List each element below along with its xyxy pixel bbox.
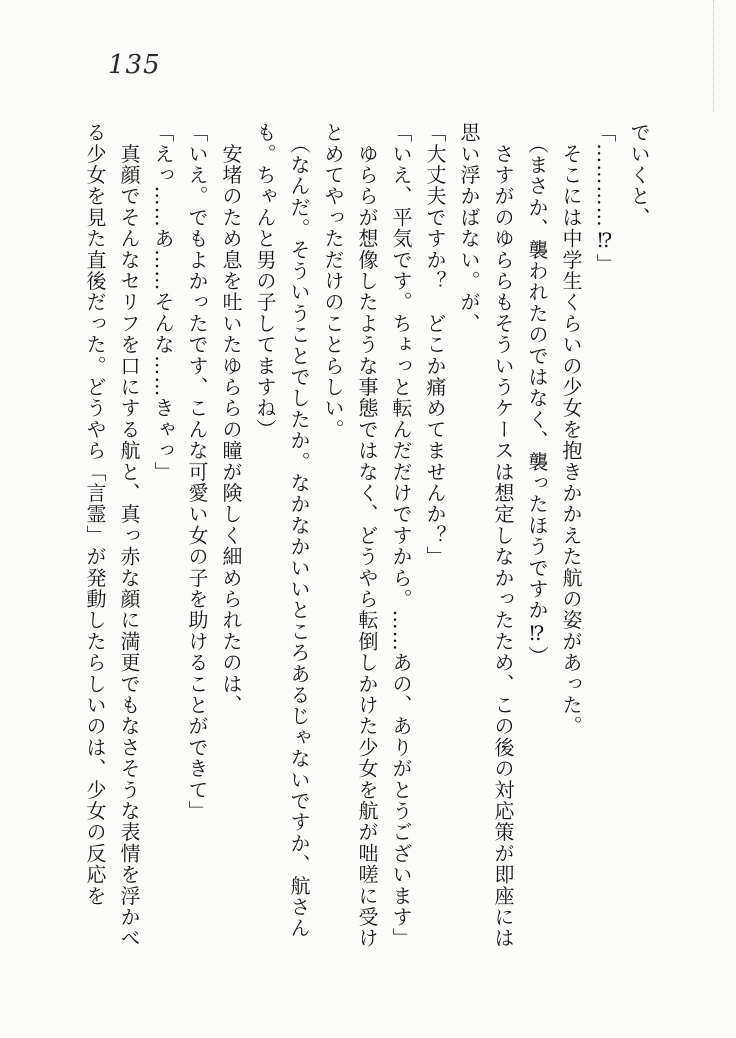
paragraph-13: 真顔でそんなセリフを口にする航と、真っ赤な顔に満更でもなさそうな表情を浮かべる少女を見た直後だった。どうやら「言霊」が発動したらしいのは、少女の反応を xyxy=(83,122,141,949)
paragraph-4: （まさか、襲われたのではなく、襲ったほうですか⁉） xyxy=(525,122,549,668)
paragraph-7: 「いえ、平気です。ちょっと転んだだけですから。……あの、ありがとうございます」 xyxy=(389,122,413,949)
page-number: 135 xyxy=(108,50,161,80)
paragraph-1: でいくと、 xyxy=(627,122,651,228)
paragraph-3: そこには中学生くらいの少女を抱きかかえた航の姿があった。 xyxy=(559,122,583,737)
vertical-text-block xyxy=(78,122,656,950)
paragraph-11: 「いえ。でもよかったです、こんな可愛い女の子を助けることができて」 xyxy=(185,122,209,822)
paragraph-2: 「…………⁉」 xyxy=(593,122,617,275)
paragraph-10: 安堵のため息を吐いたゆららの瞳が険しく細められたのは、 xyxy=(219,122,243,716)
paragraph-5: さすがのゆららもそういうケースは想定しなかったため、この後の対応策が即座には思い浮かばない。が、 xyxy=(457,122,515,949)
paragraph-9: （なんだ。そういうことでしたか。なかなかいいところあるじゃないですか、航さんも。ちゃんと男の子してますね） xyxy=(253,122,311,939)
paragraph-8: ゆららが想像したような事態ではなく、どうやら転倒しかけた少女を航が咄嗟に受けとめてやっただけのことらしい。 xyxy=(321,122,379,949)
scan-artifact-dotted-line xyxy=(713,0,714,112)
paragraph-12: 「えっ……あ……そんな……きゃっ」 xyxy=(151,122,175,483)
paragraph-6: 「大丈夫ですか？ どこか痛めてませんか？」 xyxy=(423,122,447,568)
